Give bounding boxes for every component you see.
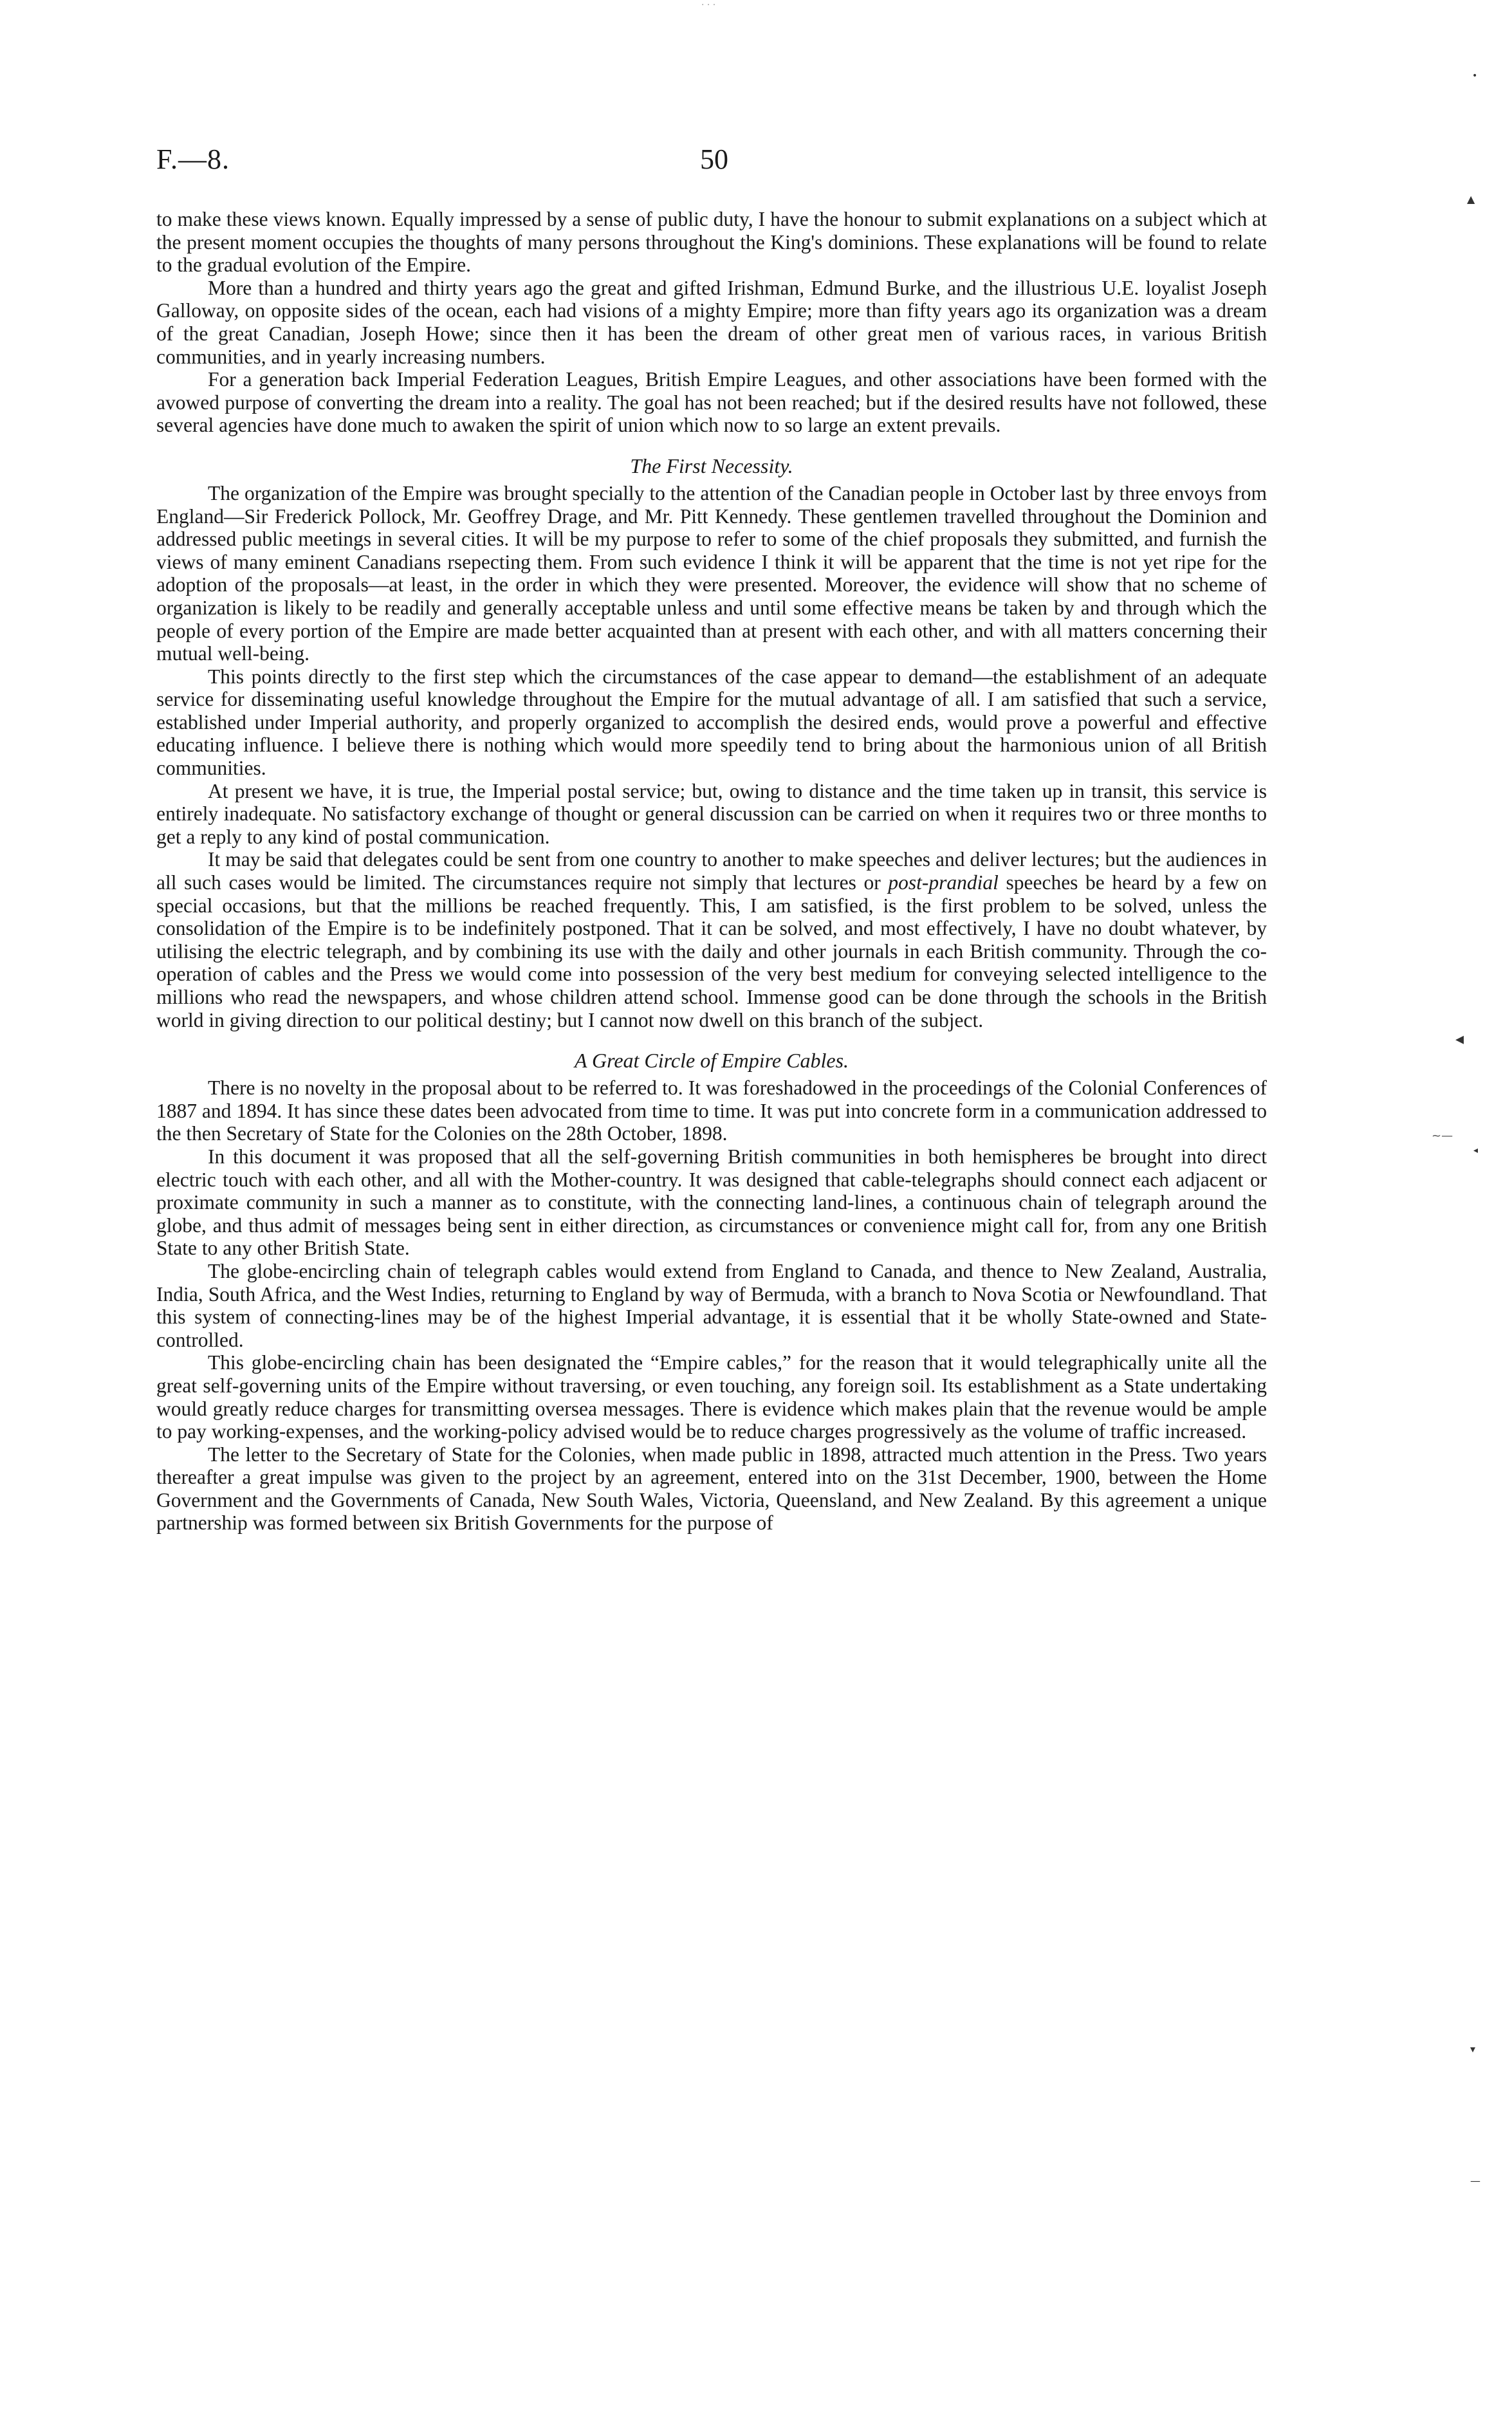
paragraph-leagues: For a generation back Imperial Federation Leagues, British Empire Leagues, and other associations have been formed with the avowed purpose of converting the dream into a reality. The goal has not been reached; but if the desired results have not followed, these several agencies have done much to awaken the spirit of union which now to so large an extent prevails. [156, 368, 1267, 437]
page-number: 50 [700, 143, 728, 175]
scan-speck-right-3: ◂ [1455, 1029, 1464, 1049]
page-header [156, 143, 1250, 188]
scan-speck-right-7: — [1470, 2175, 1480, 2187]
document-reference: F.—8. [156, 143, 230, 175]
scan-speck-right-6: ▾ [1470, 2043, 1476, 2055]
body-text [156, 208, 1267, 1535]
scan-speck-top: · · · [701, 0, 716, 10]
paragraph-document-proposal: In this document it was proposed that all the self-governing British communities in both hemispheres be brought into direct electric touch with each other, and all with the Mother-country. It was designed that cable-telegraphs should connect each adjacent or proximate community in such a manner as to constitute, with the connecting land-lines, a continuous chain of telegraph around the globe, and thus admit of messages being sent in either direction, as circumstances or convenience might call for, from any one British State to any other British State. [156, 1145, 1267, 1260]
paragraph-secretary-letter: The letter to the Secretary of State for the Colonies, when made public in 1898, attracted much attention in the Press. Two years thereafter a great impulse was given to the project by an agreement, entered into on the 31st December, 1900, between the Home Government and the Governments of Canada, New South Wales, Victoria, Queensland, and New Zealand. By this agreement a unique partnership was formed between six British Governments for the purpose of [156, 1443, 1267, 1535]
paragraph-envoys: The organization of the Empire was brought specially to the attention of the Canadian people in October last by three envoys from England—Sir Frederick Pollock, Mr. Geoffrey Drage, and Mr. Pitt Kennedy. These gentlemen travelled throughout the Dominion and addressed public meetings in several cities. It will be my purpose to refer to some of the chief proposals they submitted, and furnish the views of many eminent Canadians rsepecting them. From such evidence I think it will be apparent that the time is not yet ripe for the adoption of the proposals—at least, in the order in which they were presented. Moreover, the evidence will show that no scheme of organization is likely to be readily and generally acceptable unless and until some effective means be taken by and through which the people of every portion of the Empire are made better acquainted than at present with each other, and with all matters concerning their mutual well-being. [156, 481, 1267, 665]
section-heading-first-necessity: The First Necessity. [630, 454, 793, 477]
paragraph-delegates-italic: post-prandial [888, 871, 999, 894]
paragraph-history: More than a hundred and thirty years ago the great and gifted Irishman, Edmund Burke, and the illustrious U.E. loyalist Joseph Galloway, on opposite sides of the ocean, each had visions of a mighty Empire; more than fifty years ago its organization was a dream of the great Canadian, Joseph Howe; since then it has been the dream of other great men of various races, in various British communities, and in yearly increasing numbers. [156, 276, 1267, 368]
scan-speck-right-1: • [1472, 71, 1478, 81]
paragraph-first-step: This points directly to the first step which the circumstances of the case appear to demand—the establishment of an adequate service for disseminating useful knowledge throughout the Empire for the mutual advantage of all. I am satisfied that such a service, established under Imperial authority, and properly organized to accomplish the desired ends, would prove a powerful and effective educating influence. I believe there is nothing which would more speedily tend to bring about the harmonious union of all British communities. [156, 665, 1267, 780]
paragraph-delegates [156, 848, 1267, 1031]
paragraph-intro-continuation: to make these views known. Equally impressed by a sense of public duty, I have the honour to submit explanations on a subject which at the present moment occupies the thoughts of many persons throughout the King's dominions. These explanations will be found to relate to the gradual evolution of the Empire. [156, 208, 1267, 277]
paragraph-novelty: There is no novelty in the proposal about to be referred to. It was foreshadowed in the proceedings of the Colonial Conferences of 1887 and 1894. It has since these dates been advocated from time to time. It was put into concrete form in a communication addressed to the then Secretary of State for the Colonies on the 28th October, 1898. [156, 1076, 1267, 1145]
paragraph-empire-cables-name: This globe-encircling chain has been designated the “Empire cables,” for the reason that it would telegraphically unite all the great self-governing units of the Empire without traversing, or even touching, any foreign soil. Its establishment as a State undertaking would greatly reduce charges for transmitting oversea messages. There is evidence which makes plain that the revenue would be ample to pay working-expenses, and the working-policy advised would be to reduce charges progressively as the volume of traffic increased. [156, 1351, 1267, 1443]
paragraph-delegates-part-2: speeches be heard by a few on special occasions, but that the millions be reached frequently. This, I am satisfied, is the first problem to be solved, unless the consolidation of the Empire is to be indefinitely postponed. That it can be solved, and most effectively, I have no doubt whatever, by utilising the electric telegraph, and by combining its use with the daily and other journals in each British community. Through the co-operation of cables and the Press we would come into possession of the very best medium for conveying selected intelligence to the millions who read the newspapers, and whose children attend school. Immense good can be done through the schools in the British world in giving direction to our political destiny; but I cannot now dwell on this branch of the subject. [156, 871, 1268, 1031]
section-heading-empire-cables: A Great Circle of Empire Cables. [574, 1049, 849, 1073]
paragraph-globe-chain: The globe-encircling chain of telegraph cables would extend from England to Canada, and thence to New Zealand, Australia, India, South Africa, and the West Indies, returning to England by way of Bermuda, with a branch to Nova Scotia or Newfoundland. That this system of connecting-lines may be of the highest Imperial advantage, it is essential that it be wholly State-owned and State-controlled. [156, 1259, 1267, 1351]
scan-speck-right-2: ▲ [1467, 193, 1475, 205]
scan-speck-right-4: ~— [1432, 1129, 1453, 1143]
paragraph-postal-service: At present we have, it is true, the Imperial postal service; but, owing to distance and the time taken up in transit, this service is entirely inadequate. No satisfactory exchange of thought or general discussion can be carried on when it requires two or three months to get a reply to any kind of postal communication. [156, 779, 1267, 848]
scan-speck-right-5: ◂ [1473, 1145, 1479, 1156]
paragraph-delegates-part-1: It may be said that delegates could be sent from one country to another to make speeches and deliver lectures; but the audiences in all such cases would be limited. The circumstances require not simply that lectures or [156, 848, 1267, 894]
